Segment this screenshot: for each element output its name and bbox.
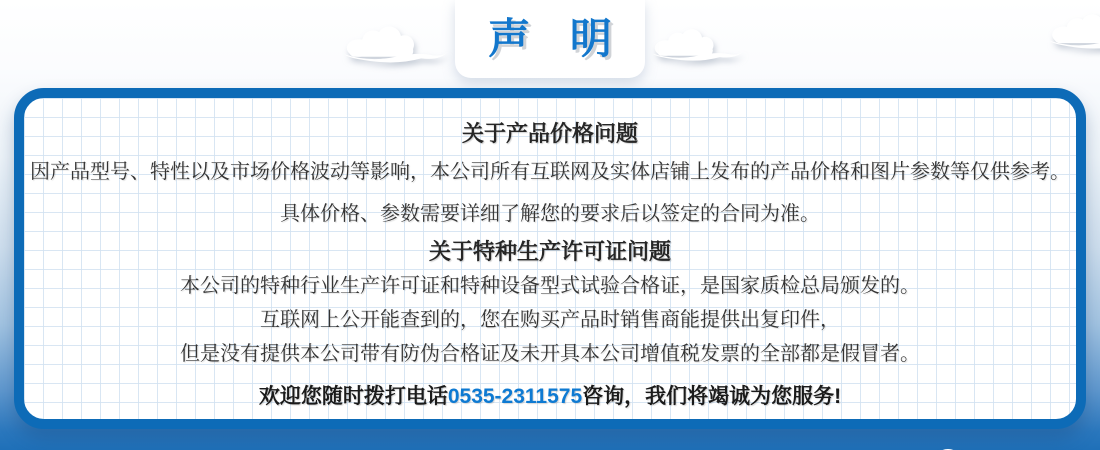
contact-suffix: 咨询，我们将竭诚为您服务! xyxy=(582,385,842,408)
contact-prefix: 欢迎您随时拨打电话 xyxy=(258,385,448,408)
statement-title-box xyxy=(455,0,645,78)
statement-line: 因产品型号、特性以及市场价格波动等影响，本公司所有互联网及实体店铺上发布的产品价格和图片参数等仅供参考。 xyxy=(30,161,1070,183)
cloud-icon xyxy=(644,27,748,62)
page-title: 声 明 xyxy=(488,15,626,62)
statement-content xyxy=(24,98,1076,419)
statement-line: 互联网上公开能查到的，您在购买产品时销售商能提供出复印件， xyxy=(260,309,840,331)
cloud-icon xyxy=(333,24,455,64)
statement-line: 但是没有提供本公司带有防伪合格证及未开具本公司增值税发票的全部都是假冒者。 xyxy=(180,343,920,365)
contact-line xyxy=(259,382,841,412)
section-heading-price: 关于产品价格问题 xyxy=(461,121,638,146)
statement-panel xyxy=(14,88,1086,429)
statement-line: 具体价格、参数需要详细了解您的要求后以签定的合同为准。 xyxy=(280,203,820,225)
phone-number: 0535-2311575 xyxy=(447,385,583,408)
cloud-icon xyxy=(878,446,1030,450)
cloud-icon xyxy=(1042,12,1100,50)
statement-line: 本公司的特种行业生产许可证和特种设备型式试验合格证，是国家质检总局颁发的。 xyxy=(180,275,920,297)
section-heading-license: 关于特种生产许可证问题 xyxy=(428,239,671,264)
